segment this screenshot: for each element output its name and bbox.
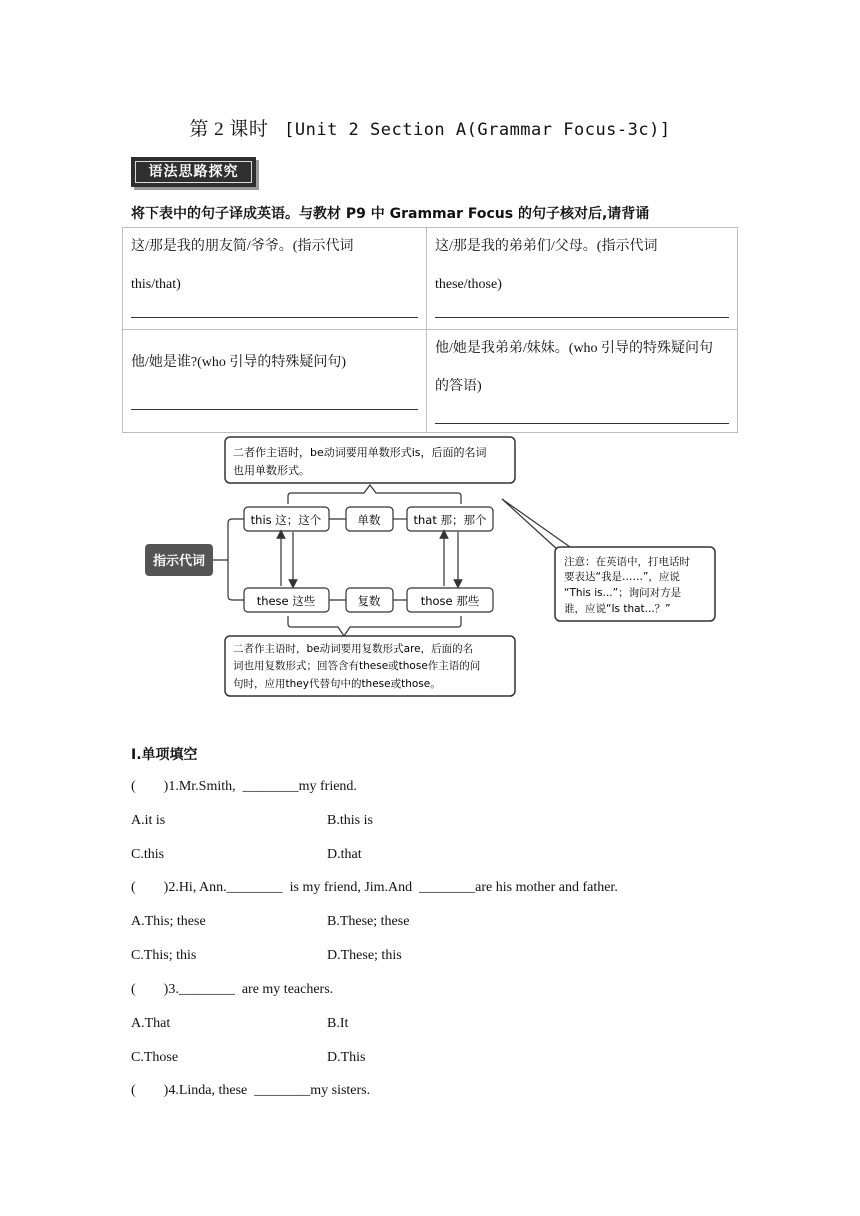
option-b[interactable]: B.These; these	[327, 914, 410, 929]
svg-text:二者作主语时，be动词要用复数形式are，后面的名: 二者作主语时，be动词要用复数形式are，后面的名	[233, 643, 474, 655]
option-a[interactable]: A.it is	[131, 813, 166, 828]
svg-text:谁，应说“Is that...？”: 谁，应说“Is that...？”	[564, 603, 671, 615]
question-4: ( )4.Linda, these ________my sisters.	[131, 1083, 371, 1098]
question-3: ( )3.________ are my teachers.	[131, 982, 334, 997]
svg-text:“This is...”；询问对方是: “This is...”；询问对方是	[564, 587, 682, 599]
answer-line[interactable]	[131, 408, 418, 410]
question-1: ( )1.Mr.Smith, ________my friend.	[131, 779, 357, 794]
svg-text:二者作主语时，be动词要用单数形式is，后面的名词: 二者作主语时，be动词要用单数形式is，后面的名词	[233, 446, 487, 459]
table-cell: 他/她是谁?(who 引导的特殊疑问句)	[123, 330, 427, 433]
svg-text:指示代词: 指示代词	[152, 554, 206, 569]
svg-text:单数: 单数	[357, 513, 381, 527]
answer-line[interactable]	[435, 316, 729, 318]
svg-text:this 这；这个: this 这；这个	[250, 513, 322, 527]
svg-text:注意：在英语中，打电话时: 注意：在英语中，打电话时	[564, 556, 690, 568]
svg-text:词也用复数形式；回答含有these或those作主语的问: 词也用复数形式；回答含有these或those作主语的问	[233, 660, 481, 672]
lesson-number: 第 2 课时	[189, 119, 269, 140]
table-cell: 这/那是我的弟弟们/父母。(指示代词 these/those)	[427, 228, 738, 330]
option-c[interactable]: C.Those	[131, 1050, 179, 1065]
option-c[interactable]: C.This; this	[131, 948, 197, 963]
option-d[interactable]: D.that	[327, 847, 362, 862]
section-badge: 语法思路探究	[131, 157, 256, 187]
option-b[interactable]: B.this is	[327, 813, 373, 828]
unit-title: [Unit 2 Section A(Grammar Focus-3c)]	[284, 120, 671, 140]
page-title	[0, 114, 860, 141]
question-2: ( )2.Hi, Ann.________ is my friend, Jim.And ________are his mother and father.	[131, 880, 618, 895]
answer-line[interactable]	[435, 422, 729, 424]
table-cell: 他/她是我弟弟/妹妹。(who 引导的特殊疑问句 的答语)	[427, 330, 738, 433]
table-cell: 这/那是我的朋友简/爷爷。(指示代词 this/that)	[123, 228, 427, 330]
option-a[interactable]: A.That	[131, 1016, 171, 1031]
svg-text:these 这些: these 这些	[256, 594, 316, 608]
instruction-text: 将下表中的句子译成英语。与教材 P9 中 Grammar Focus 的句子核对后,请背诵	[131, 206, 650, 222]
option-d[interactable]: D.These; this	[327, 948, 402, 963]
option-b[interactable]: B.It	[327, 1016, 349, 1031]
option-c[interactable]: C.this	[131, 847, 165, 862]
svg-text:that 那；那个: that 那；那个	[413, 513, 487, 527]
option-d[interactable]: D.This	[327, 1050, 366, 1065]
section-heading: I.单项填空	[131, 747, 198, 763]
svg-text:句时，应用they代替句中的these或those。: 句时，应用they代替句中的these或those。	[233, 678, 441, 690]
pronoun-diagram	[140, 432, 720, 700]
option-a[interactable]: A.This; these	[131, 914, 206, 929]
svg-text:those 那些: those 那些	[420, 594, 480, 608]
svg-text:复数: 复数	[357, 594, 381, 608]
translation-table	[122, 227, 738, 433]
answer-line[interactable]	[131, 316, 418, 318]
svg-text:要表达“我是……”，应说: 要表达“我是……”，应说	[564, 571, 680, 583]
svg-text:也用单数形式。: 也用单数形式。	[233, 464, 310, 477]
